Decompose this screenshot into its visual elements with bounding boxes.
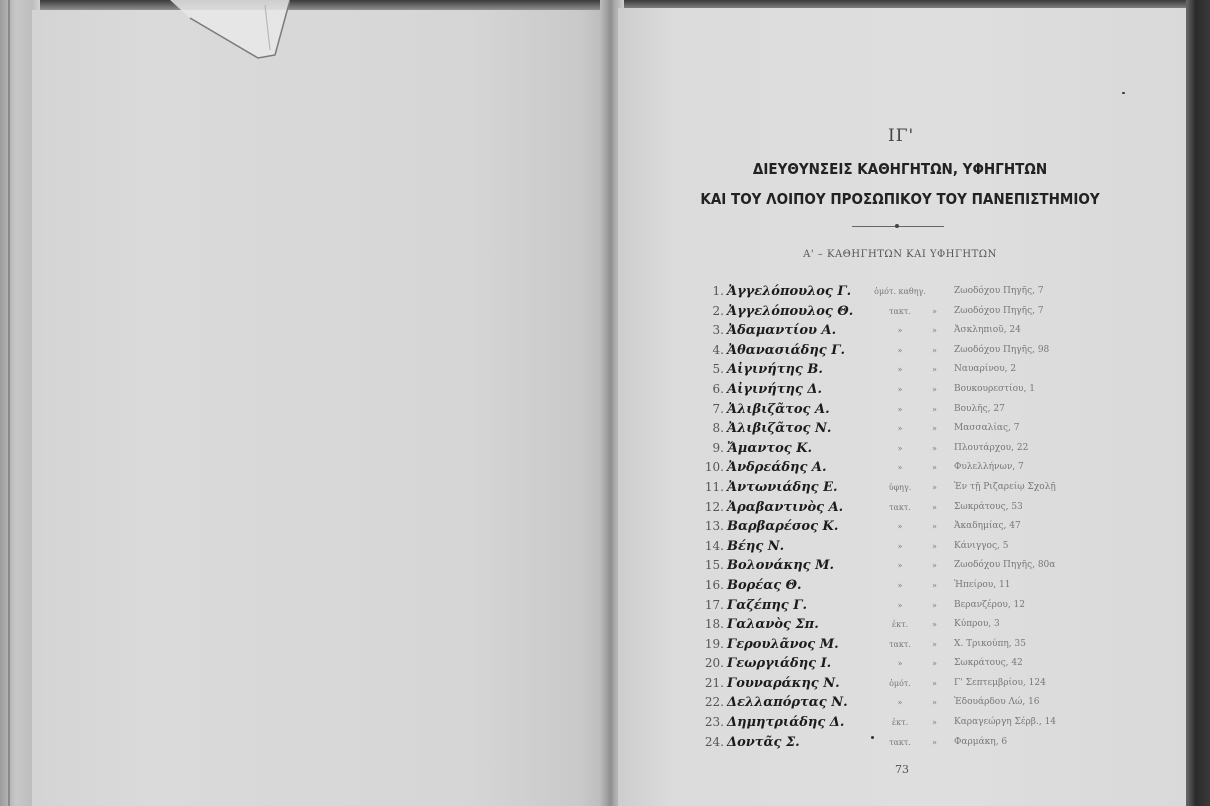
entry-name: Αἰγινήτης Δ. xyxy=(727,381,822,397)
entry-address: Ἠπείρου, 11 xyxy=(954,579,1011,590)
chapter-number: ΙΓ' xyxy=(888,126,915,146)
entry-number: 22. xyxy=(704,695,724,710)
entry-title: » xyxy=(897,698,903,708)
entry-title: ἐκτ. xyxy=(891,718,909,728)
entry-number: 19. xyxy=(704,636,724,651)
entry-ditto: » xyxy=(932,678,937,688)
entry-title: τακτ. xyxy=(889,306,911,316)
entry-title: » xyxy=(897,600,903,610)
list-item xyxy=(660,637,1090,657)
entry-number: 9. xyxy=(712,440,724,455)
entry-ditto: » xyxy=(932,541,937,551)
list-item xyxy=(660,343,1090,363)
entry-title: » xyxy=(897,659,903,669)
entry-number: 7. xyxy=(712,401,724,416)
entry-number: 16. xyxy=(704,577,724,592)
entry-number: 2. xyxy=(712,303,724,318)
entry-title: » xyxy=(897,522,903,532)
page-number: 73 xyxy=(895,763,909,776)
list-item xyxy=(660,715,1090,735)
entry-address: Βουλῆς, 27 xyxy=(954,403,1005,414)
entry-title: » xyxy=(897,561,903,571)
entry-address: Σωκράτους, 53 xyxy=(954,501,1023,512)
entry-name: Ἀλιβιζᾶτος Α. xyxy=(727,401,830,417)
entry-title: » xyxy=(897,326,903,336)
entry-number: 4. xyxy=(712,342,724,357)
list-item xyxy=(660,421,1090,441)
entry-name: Ἀραβαντινὸς Α. xyxy=(727,499,844,515)
entry-ditto: » xyxy=(932,502,937,512)
entry-ditto: » xyxy=(932,659,937,669)
entry-name: Γαζέπης Γ. xyxy=(727,597,807,613)
list-item xyxy=(660,656,1090,676)
book-cover-edge xyxy=(1186,0,1210,806)
list-item xyxy=(660,598,1090,618)
list-item xyxy=(660,480,1090,500)
entry-ditto: » xyxy=(932,404,937,414)
list-item xyxy=(660,362,1090,382)
entry-address: Κύπρου, 3 xyxy=(954,619,1000,630)
entry-number: 18. xyxy=(704,617,724,632)
entry-name: Γερουλᾶνος Μ. xyxy=(727,636,839,652)
entry-address: Καραγεώργη Σέρβ., 14 xyxy=(954,717,1057,728)
entry-title: » xyxy=(897,424,903,434)
entry-ditto: » xyxy=(932,443,937,453)
list-item xyxy=(660,676,1090,696)
entry-address: Ἐν τῇ Ριζαρείῳ Σχολῇ xyxy=(954,481,1056,492)
entry-number: 3. xyxy=(712,323,724,338)
entry-name: Δημητριάδης Δ. xyxy=(727,715,845,731)
entry-name: Βορέας Θ. xyxy=(727,577,802,593)
entry-address: Χ. Τρικούπη, 35 xyxy=(954,638,1026,649)
entry-title: » xyxy=(897,345,903,355)
entry-address: Βουκουρεστίου, 1 xyxy=(954,383,1035,394)
entry-number: 5. xyxy=(712,362,724,377)
entry-ditto: » xyxy=(932,522,937,532)
entry-number: 21. xyxy=(704,675,724,690)
entry-name: Αἰγινήτης Β. xyxy=(727,362,823,378)
entry-title: ὁμότ. xyxy=(889,678,911,688)
entry-number: 13. xyxy=(704,519,724,534)
entry-name: Δελλαπόρτας Ν. xyxy=(727,695,848,711)
entry-address: Μασσαλίας, 7 xyxy=(954,423,1020,434)
entry-ditto: » xyxy=(932,365,937,375)
list-item xyxy=(660,323,1090,343)
entry-name: Ἀγγελόπουλος Θ. xyxy=(727,303,854,319)
entry-number: 1. xyxy=(712,284,724,298)
entry-address: Σωκράτους, 42 xyxy=(954,658,1023,669)
entry-name: Βαρβαρέσος Κ. xyxy=(727,519,839,535)
entry-address: Κάνιγγος, 5 xyxy=(954,540,1009,551)
left-page-blank xyxy=(32,10,610,806)
list-item xyxy=(660,284,1090,304)
list-item xyxy=(660,695,1090,715)
entry-address: Ζωοδόχου Πηγῆς, 80α xyxy=(954,560,1056,571)
entry-ditto: » xyxy=(932,345,937,355)
entry-number: 20. xyxy=(704,656,724,671)
entry-name: Ἄμαντος Κ. xyxy=(727,440,813,456)
entry-number: 11. xyxy=(704,479,724,494)
ink-speck xyxy=(871,736,874,739)
list-item xyxy=(660,441,1090,461)
entry-title: » xyxy=(897,365,903,375)
entry-name: Ἀνδρεάδης Α. xyxy=(727,460,827,476)
entry-ditto: » xyxy=(932,600,937,610)
entry-name: Βολονάκης Μ. xyxy=(727,558,835,574)
entry-number: 23. xyxy=(704,715,724,730)
entry-title: » xyxy=(897,463,903,473)
entry-name: Γουναράκης Ν. xyxy=(727,675,840,691)
entry-name: Δοντᾶς Σ. xyxy=(727,734,800,750)
list-item xyxy=(660,539,1090,559)
entry-ditto: » xyxy=(932,384,937,394)
entry-name: Ἀδαμαντίου Α. xyxy=(727,323,837,339)
entry-ditto: » xyxy=(932,482,937,492)
address-list xyxy=(660,284,1090,754)
entry-title: τακτ. xyxy=(889,502,911,512)
list-item xyxy=(660,735,1090,755)
ink-speck xyxy=(1122,92,1125,94)
entry-ditto: » xyxy=(932,306,937,316)
entry-title: τακτ. xyxy=(889,639,911,649)
entry-number: 12. xyxy=(704,499,724,514)
entry-name: Ἀντωνιάδης Ε. xyxy=(727,479,838,495)
entry-address: Ἀσκληπιοῦ, 24 xyxy=(954,325,1021,336)
entry-name: Γαλανὸς Σπ. xyxy=(727,617,819,633)
entry-address: Ναυαρίνου, 2 xyxy=(954,364,1017,375)
entry-ditto: » xyxy=(932,698,937,708)
entry-number: 24. xyxy=(704,734,724,749)
entry-address: Γ' Σεπτεμβρίου, 124 xyxy=(954,677,1046,688)
entry-title: » xyxy=(897,404,903,414)
entry-address: Ἀκαδημίας, 47 xyxy=(954,521,1021,532)
entry-address: Ζωοδόχου Πηγῆς, 98 xyxy=(954,344,1050,355)
entry-address: Ζωοδόχου Πηγῆς, 7 xyxy=(954,286,1044,296)
entry-number: 8. xyxy=(712,421,724,436)
entry-title: ὁμότ. καθηγ. xyxy=(874,287,926,296)
plastic-clip xyxy=(170,0,290,60)
entry-title: ἐκτ. xyxy=(891,620,909,630)
entry-name: Βέης Ν. xyxy=(727,538,785,554)
page-title-line-2: ΚΑΙ ΤΟΥ ΛΟΙΠΟΥ ΠΡΟΣΩΠΙΚΟΥ ΤΟΥ ΠΑΝΕΠΙΣΤΗΜΙΟΥ xyxy=(700,190,1100,208)
divider-ornament xyxy=(895,224,899,228)
entry-title: » xyxy=(897,443,903,453)
entry-number: 17. xyxy=(704,597,724,612)
entry-ditto: » xyxy=(932,620,937,630)
list-item xyxy=(660,617,1090,637)
entry-ditto: » xyxy=(932,639,937,649)
entry-title: » xyxy=(897,541,903,551)
entry-number: 6. xyxy=(712,381,724,396)
entry-name: Γεωργιάδης Ι. xyxy=(727,656,832,672)
entry-address: Πλουτάρχου, 22 xyxy=(954,442,1029,453)
list-item xyxy=(660,382,1090,402)
list-item xyxy=(660,578,1090,598)
entry-ditto: » xyxy=(932,737,937,747)
entry-ditto: » xyxy=(932,580,937,590)
list-item xyxy=(660,460,1090,480)
entry-ditto: » xyxy=(932,463,937,473)
section-heading: Α' – ΚΑΘΗΓΗΤΩΝ ΚΑΙ ΥΦΗΓΗΤΩΝ xyxy=(803,249,997,260)
list-item xyxy=(660,519,1090,539)
entry-address: Φαρμάκη, 6 xyxy=(954,736,1008,747)
entry-title: » xyxy=(897,384,903,394)
entry-number: 10. xyxy=(704,460,724,475)
entry-number: 15. xyxy=(704,558,724,573)
entry-title: ὑφηγ. xyxy=(888,482,912,492)
entry-ditto: » xyxy=(932,561,937,571)
entry-title: τακτ. xyxy=(889,737,911,747)
entry-address: Ἐδουάρδου Λώ, 16 xyxy=(954,697,1040,708)
entry-number: 14. xyxy=(704,538,724,553)
list-item xyxy=(660,304,1090,324)
page-title-line-1: ΔΙΕΥΘΥΝΣΕΙΣ ΚΑΘΗΓΗΤΩΝ, ΥΦΗΓΗΤΩΝ xyxy=(752,160,1048,178)
entry-ditto: » xyxy=(932,326,937,336)
entry-address: Βερανζέρου, 12 xyxy=(954,599,1026,610)
entry-address: Φυλελλήνων, 7 xyxy=(954,462,1024,473)
entry-ditto: » xyxy=(932,718,937,728)
list-item xyxy=(660,402,1090,422)
entry-ditto: » xyxy=(932,424,937,434)
entry-name: Ἀλιβιζᾶτος Ν. xyxy=(727,421,832,437)
entry-title: » xyxy=(897,580,903,590)
list-item xyxy=(660,500,1090,520)
entry-name: Ἀγγελόπουλος Γ. xyxy=(727,284,852,299)
entry-name: Ἀθανασιάδης Γ. xyxy=(727,342,845,358)
entry-address: Ζωοδόχου Πηγῆς, 7 xyxy=(954,305,1044,316)
list-item xyxy=(660,558,1090,578)
